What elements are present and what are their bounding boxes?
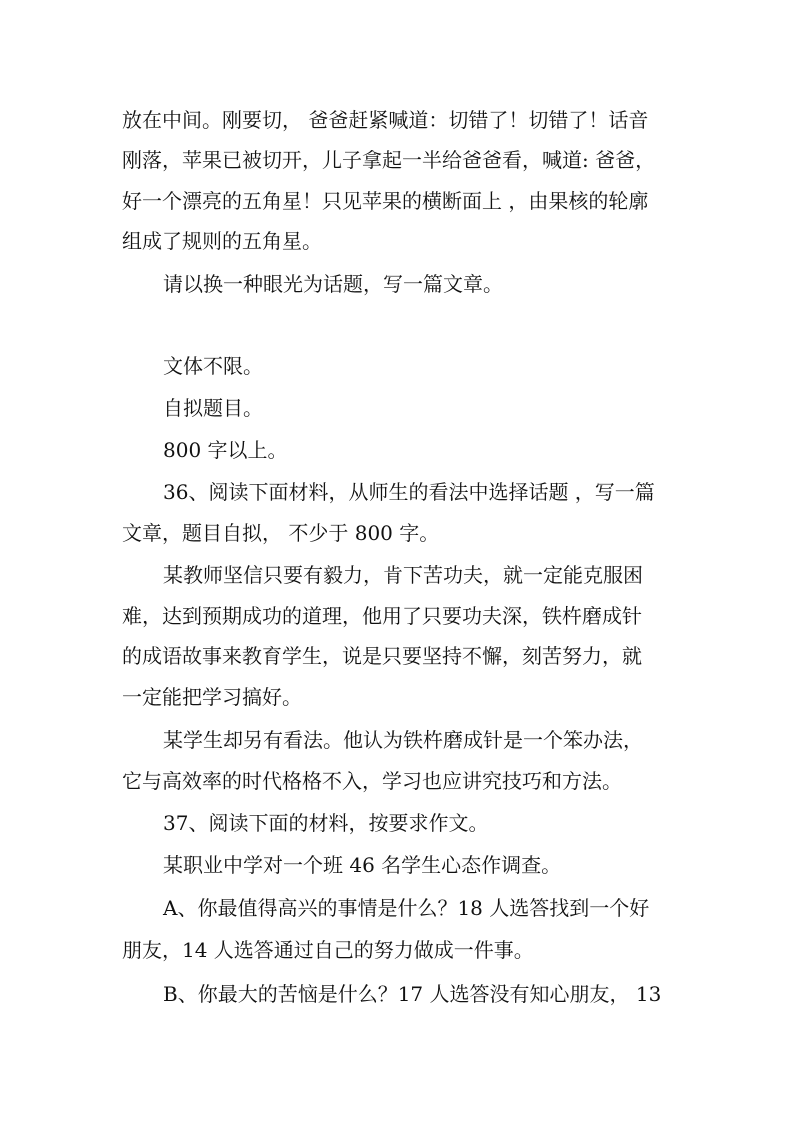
text-line: 某教师坚信只要有毅力，肯下苦功夫，就一定能克服困: [163, 563, 643, 587]
text-line: 37、阅读下面的材料，按要求作文。: [163, 811, 489, 835]
text-line: 组成了规则的五角星。: [122, 229, 322, 253]
text-line: 某职业中学对一个班 46 名学生心态作调查。: [163, 853, 562, 877]
text-line: 好一个漂亮的五角星！只见苹果的横断面上 ，由果核的轮廓: [122, 189, 649, 213]
text-line: B、你最大的苦恼是什么？17 人选答没有知心朋友， 13: [163, 982, 662, 1006]
text-line: 难，达到预期成功的道理，他用了只要功夫深，铁杵磨成针: [122, 604, 642, 628]
text-line: 文体不限。: [163, 354, 263, 378]
text-line: 的成语故事来教育学生，说是只要坚持不懈，刻苦努力，就: [122, 644, 642, 668]
text-line: 刚落，苹果已被切开，儿子拿起一半给爸爸看，喊道: 爸爸，: [122, 148, 656, 172]
text-line: A、你最值得高兴的事情是什么？18 人选答找到一个好: [163, 896, 650, 920]
text-line: 自拟题目。: [163, 396, 263, 420]
text-line: 一定能把学习搞好。: [122, 685, 302, 709]
text-line: 放在中间。刚要切， 爸爸赶紧喊道：切错了！切错了！话音: [122, 108, 649, 132]
text-line: 请以换一种眼光为话题，写一篇文章。: [163, 272, 503, 296]
text-line: 朋友，14 人选答通过自己的努力做成一件事。: [122, 938, 534, 962]
text-line: 文章，题目自拟， 不少于 800 字。: [122, 521, 440, 545]
text-line: 36、阅读下面材料，从师生的看法中选择话题 ，写一篇: [163, 480, 655, 504]
text-line: 它与高效率的时代格格不入，学习也应讲究技巧和方法。: [122, 769, 622, 793]
text-line: 某学生却另有看法。他认为铁杵磨成针是一个笨办法，: [163, 728, 643, 752]
text-line: 800 字以上。: [163, 438, 288, 462]
